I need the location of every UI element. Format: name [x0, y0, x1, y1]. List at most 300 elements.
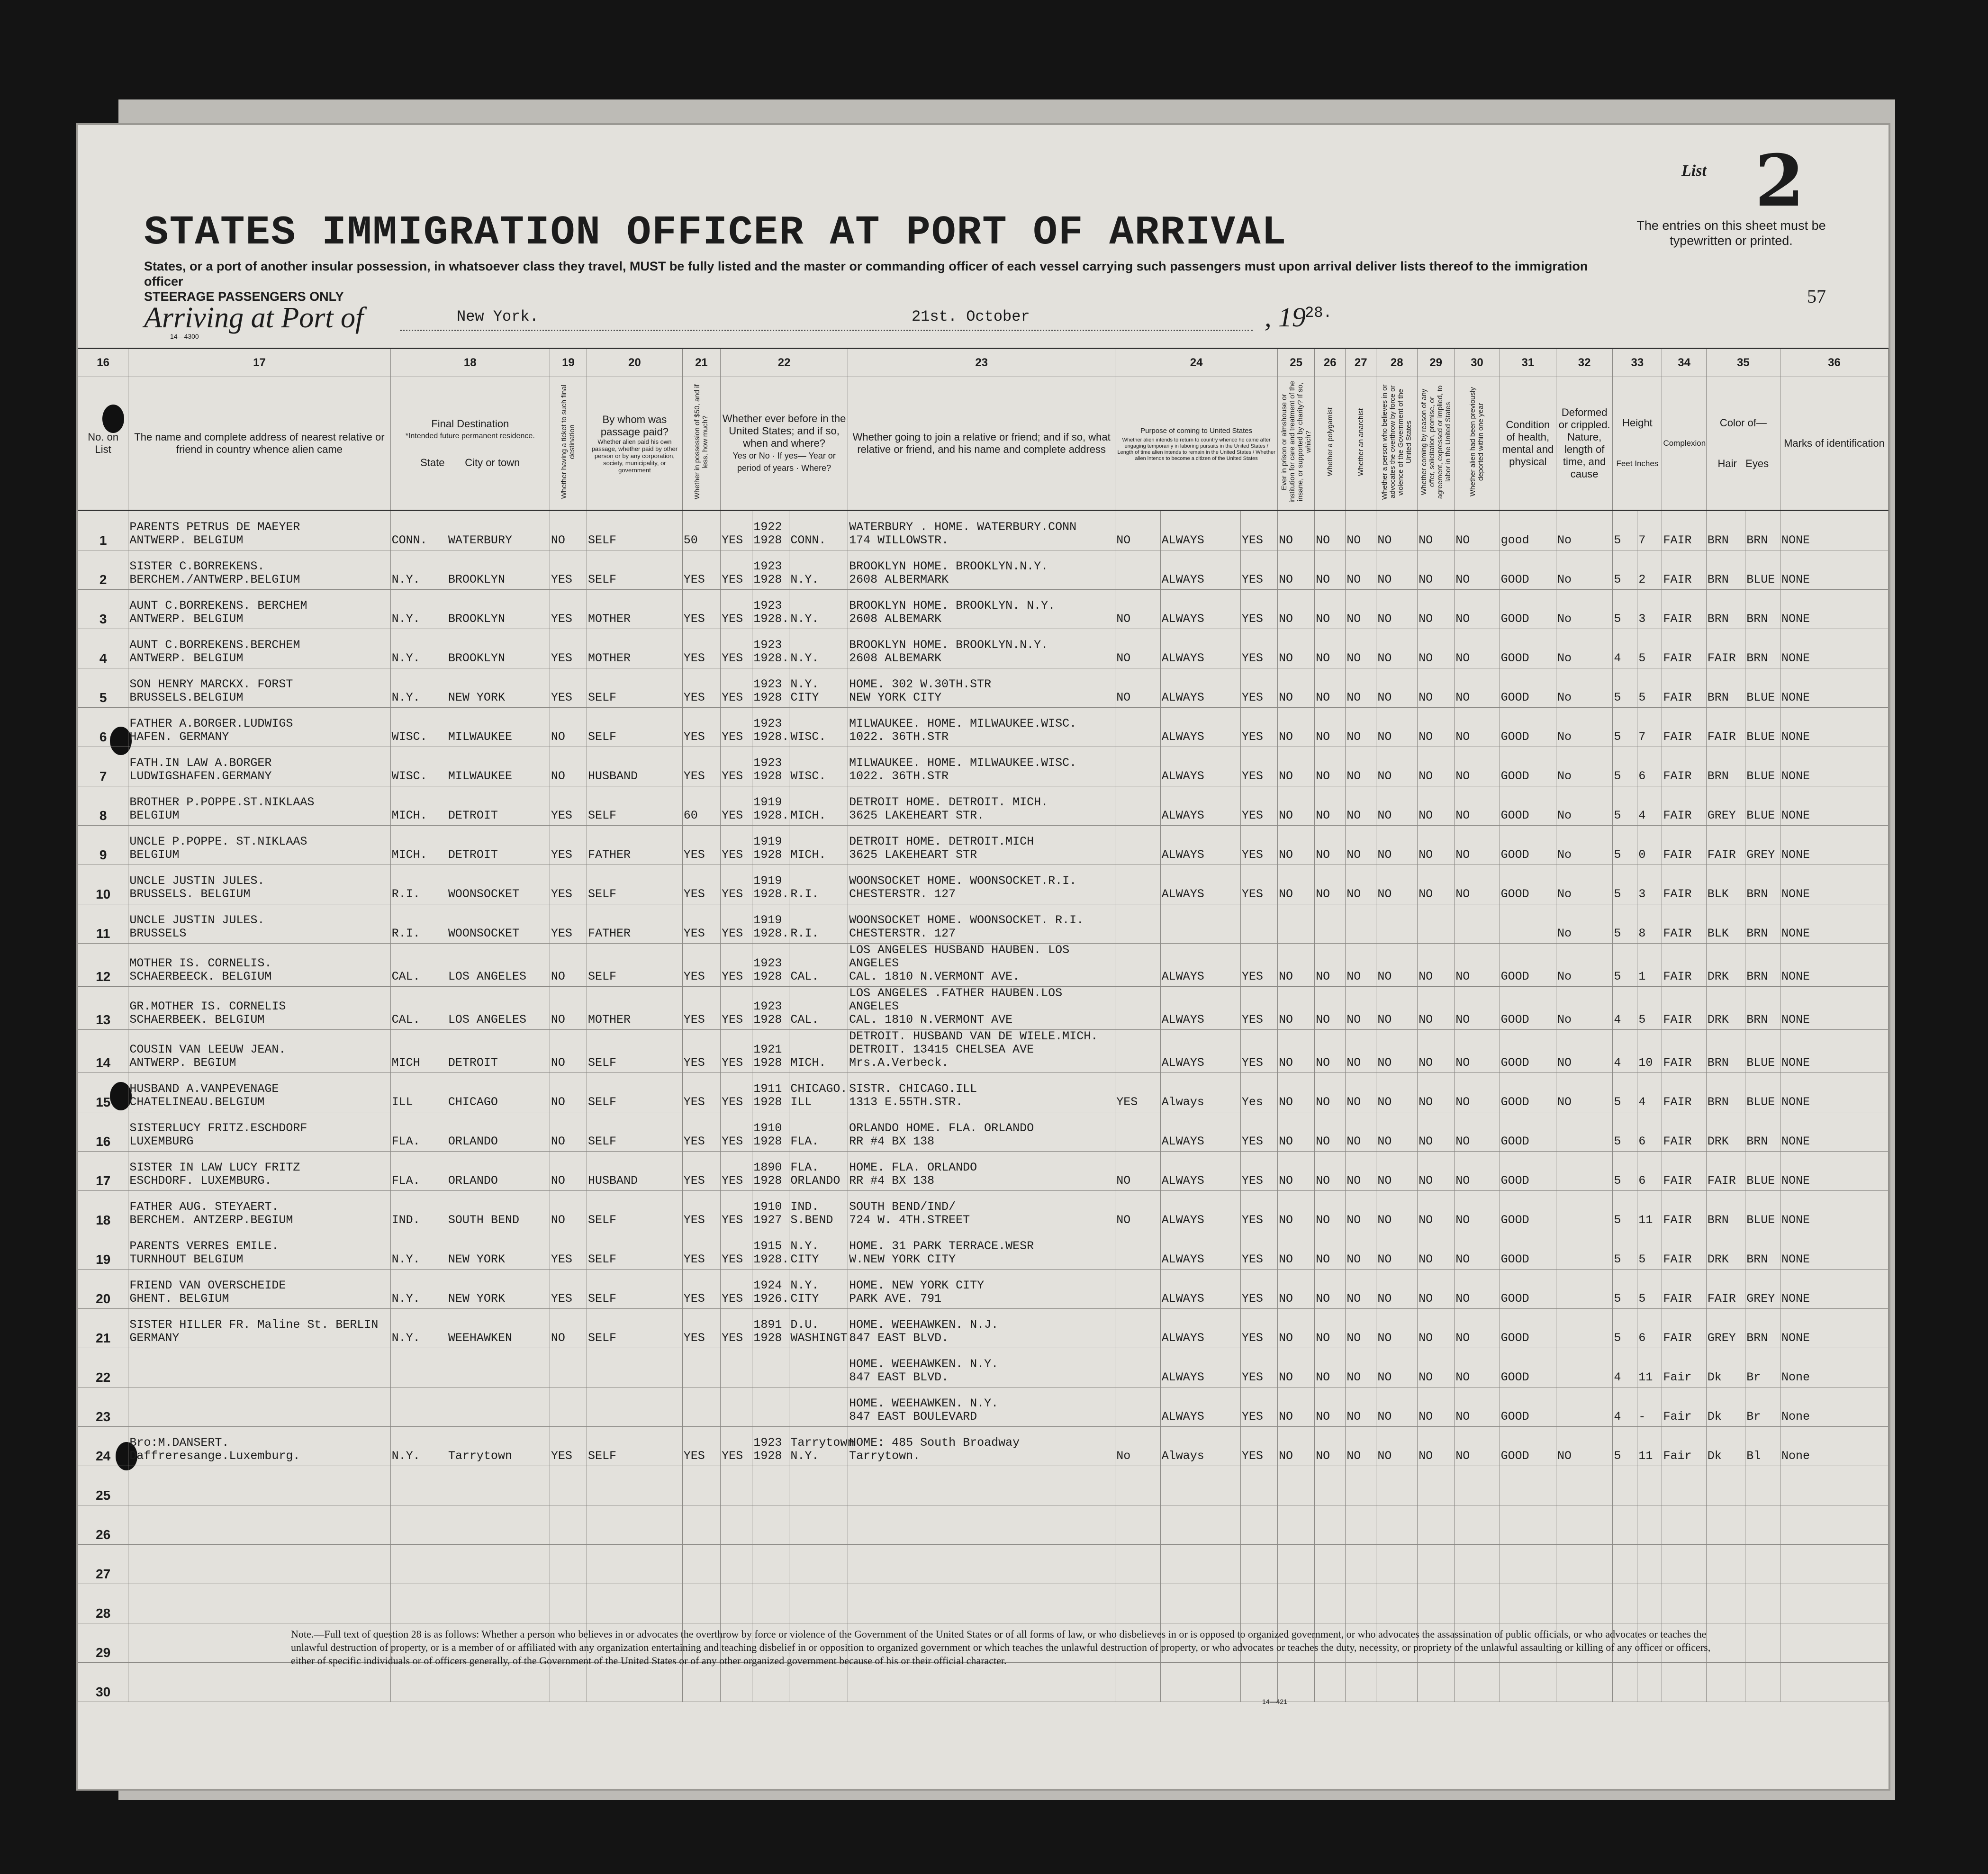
intends-citizen: YES [1240, 590, 1277, 629]
anarchist-answer [1346, 1663, 1376, 1702]
joining-relative [848, 1466, 1115, 1505]
passage-paid-by [587, 1505, 683, 1545]
returning [1115, 865, 1160, 904]
q28-answer: NO [1376, 629, 1418, 668]
col-number: 19 [550, 349, 587, 377]
hair-color: FAIR [1706, 1152, 1745, 1191]
passage-paid-by: SELF [587, 668, 683, 708]
dest-city: WEEHAWKEN [447, 1309, 550, 1348]
prison-answer: NO [1278, 987, 1315, 1030]
returning [1115, 1270, 1160, 1309]
intends-citizen: YES [1240, 1270, 1277, 1309]
header-health: Condition of health, mental and physical [1500, 377, 1556, 511]
relative-address-line: TURNHOUT BELGIUM [129, 1252, 244, 1266]
health-condition: GOOD [1500, 1191, 1556, 1230]
col-number: 20 [587, 349, 683, 377]
relative-address-line: LUDWIGSHAFEN.GERMANY [129, 769, 272, 783]
identification-marks: None [1780, 1348, 1888, 1387]
relative-address [128, 1663, 390, 1702]
relative-address-line: GHENT. BELGIUM [129, 1292, 229, 1306]
previous-years: 1923 1928 [752, 550, 789, 590]
previously-in-us: YES [721, 944, 752, 987]
row-number: 7 [78, 747, 128, 786]
joining-relative-line: HOME. FLA. ORLANDO [849, 1161, 977, 1174]
q28-answer [1376, 904, 1418, 944]
length-of-stay: ALWAYS [1160, 1387, 1240, 1427]
has-ticket: YES [550, 1230, 587, 1270]
complexion-value: FAIR [1662, 1230, 1706, 1270]
polygamist-answer: NO [1315, 987, 1346, 1030]
length-of-stay: ALWAYS [1160, 511, 1240, 550]
returning [1115, 987, 1160, 1030]
deported-answer [1455, 904, 1500, 944]
anarchist-answer [1346, 1584, 1376, 1623]
height-feet: 4 [1613, 1030, 1637, 1073]
height-inches [1637, 1663, 1662, 1702]
complexion-value: FAIR [1662, 747, 1706, 786]
length-of-stay: ALWAYS [1160, 590, 1240, 629]
header-money [682, 377, 720, 511]
table-row [78, 826, 1889, 865]
q28-label: Whether a person who believes in or advocates the overthrow by force or violence of the Government of the United States [1381, 384, 1413, 500]
identification-marks: NONE [1780, 1112, 1888, 1152]
table-row [78, 987, 1889, 1030]
purpose-subheads: Whether alien intends to return to country whence he came after engaging temporarily in laboring pursuits in the United States / Length of time alien intends to remain in the United States / Whether alien intends to become a citizen of the United States [1117, 437, 1275, 461]
previous-years: 1919 1928. [752, 865, 789, 904]
money-amount: YES [682, 865, 720, 904]
deformed-answer: NO [1556, 1427, 1612, 1466]
question-28-footnote: Note.—Full text of question 28 is as follows: Whether a person who believes in or advocates the overthrow by force or violence of the Government of the United States or of all forms of law, or who disbelieves in or is opposed to organized government, or who advocates the assassination of public officials, or who advocates or teaches the unlawful destruction of property, or is a member of or affiliated with any organization entertaining and teaching disbelief in or opposition to organized government or which teaches the unlawful destruction of property, or who advocates or teaches the duty, necessity, or propriety of the unlawful assaulting or killing of any officer or officers, either of specific individuals or of officers generally, of the Government of the United States or of any other organized government because of his or their official character. [291, 1628, 1711, 1667]
money-amount [682, 1466, 720, 1505]
passage-paid-by: HUSBAND [587, 1152, 683, 1191]
prison-answer: NO [1278, 668, 1315, 708]
previously-in-us: YES [721, 865, 752, 904]
height-inches: 4 [1637, 1073, 1662, 1112]
polygamist-answer [1315, 1545, 1346, 1584]
row-number: 5 [78, 668, 128, 708]
relative-address-line: UNCLE JUSTIN JULES. [129, 913, 265, 927]
length-of-stay [1160, 1545, 1240, 1584]
money-amount [682, 1348, 720, 1387]
dest-city: NEW YORK [447, 668, 550, 708]
row-number: 27 [78, 1545, 128, 1584]
previous-where: CONN. [789, 511, 848, 550]
returning [1115, 1584, 1160, 1623]
money-amount: YES [682, 550, 720, 590]
previously-in-us: YES [721, 826, 752, 865]
height-feet: 5 [1613, 865, 1637, 904]
complexion-value [1662, 1545, 1706, 1584]
returning: NO [1115, 668, 1160, 708]
length-of-stay: ALWAYS [1160, 826, 1240, 865]
polygamist-answer [1315, 904, 1346, 944]
money-amount: YES [682, 1427, 720, 1466]
date-value: 21st. October [912, 308, 1030, 325]
intends-citizen: YES [1240, 708, 1277, 747]
health-condition: GOOD [1500, 1030, 1556, 1073]
relative-address-line: FATH.IN LAW A.BORGER [129, 756, 272, 770]
dest-state: CONN. [390, 511, 447, 550]
joining-relative [848, 1348, 1115, 1387]
passage-paid-by [587, 1387, 683, 1427]
money-amount: YES [682, 987, 720, 1030]
prison-answer: NO [1278, 1427, 1315, 1466]
deported-answer [1455, 1466, 1500, 1505]
row-number: 30 [78, 1663, 128, 1702]
identification-marks: NONE [1780, 668, 1888, 708]
height-feet [1613, 1663, 1637, 1702]
health-condition: GOOD [1500, 550, 1556, 590]
joining-relative-line: PARK AVE. 791 [849, 1292, 942, 1306]
dest-state: MICH [390, 1030, 447, 1073]
page-subtitle [144, 259, 1622, 304]
relative-address-line: FATHER A.BORGER.LUDWIGS [129, 717, 293, 730]
hair-color: BRN [1706, 590, 1745, 629]
polygamist-answer: NO [1315, 668, 1346, 708]
previously-in-us: YES [721, 1309, 752, 1348]
eye-color: BLUE [1745, 550, 1780, 590]
deformed-answer [1556, 1152, 1612, 1191]
dest-city: NEW YORK [447, 1270, 550, 1309]
polygamist-answer: NO [1315, 1270, 1346, 1309]
eye-color [1745, 1623, 1780, 1663]
health-condition: GOOD [1500, 786, 1556, 826]
length-of-stay: ALWAYS [1160, 1309, 1240, 1348]
passage-paid-by: SELF [587, 1230, 683, 1270]
relative-address [128, 904, 390, 944]
deformed-answer [1556, 1663, 1612, 1702]
joining-relative [848, 1309, 1115, 1348]
height-feet: 5 [1613, 944, 1637, 987]
previous-years: 1923 1928. [752, 629, 789, 668]
relative-address-line: ESCHDORF. LUXEMBURG. [129, 1174, 272, 1188]
col-number: 36 [1780, 349, 1888, 377]
joining-relative [848, 668, 1115, 708]
has-ticket: YES [550, 668, 587, 708]
q28-answer: NO [1376, 1387, 1418, 1427]
row-number: 1 [78, 511, 128, 550]
health-condition [1500, 904, 1556, 944]
dest-city: CHICAGO [447, 1073, 550, 1112]
polygamist-answer: NO [1315, 826, 1346, 865]
complexion-value: FAIR [1662, 944, 1706, 987]
health-condition: GOOD [1500, 708, 1556, 747]
anarchist-answer: NO [1346, 826, 1376, 865]
previously-in-us [721, 1466, 752, 1505]
hair-color: BLK [1706, 904, 1745, 944]
joining-relative [848, 708, 1115, 747]
header-passage-paid [587, 377, 683, 511]
height-inches: 3 [1637, 865, 1662, 904]
height-feet [1613, 1545, 1637, 1584]
height-inches: 5 [1637, 987, 1662, 1030]
relative-address-line: SISTER IN LAW LUCY FRITZ [129, 1161, 300, 1174]
labor-offer-answer [1418, 904, 1455, 944]
dest-state: FLA. [390, 1112, 447, 1152]
identification-marks: NONE [1780, 629, 1888, 668]
anarchist-answer: NO [1346, 1152, 1376, 1191]
joining-relative-line: 1022. 36TH.STR [849, 730, 949, 744]
dest-city [447, 1663, 550, 1702]
height-inches: 5 [1637, 1270, 1662, 1309]
table-row [78, 1545, 1889, 1584]
health-condition: GOOD [1500, 1387, 1556, 1427]
polygamist-answer: NO [1315, 747, 1346, 786]
relative-address [128, 1270, 390, 1309]
height-feet: 5 [1613, 1112, 1637, 1152]
money-label: Whether in possession of $50, and if less, how much? [693, 384, 710, 500]
complexion-value: FAIR [1662, 1191, 1706, 1230]
row-number: 4 [78, 629, 128, 668]
dest-state: N.Y. [390, 590, 447, 629]
has-ticket [550, 1387, 587, 1427]
joining-relative-line: SOUTH BEND/IND/ [849, 1200, 956, 1214]
table-row [78, 1152, 1889, 1191]
eye-color: BLUE [1745, 1152, 1780, 1191]
previously-in-us: YES [721, 747, 752, 786]
joining-relative [848, 511, 1115, 550]
header-prison [1278, 377, 1315, 511]
complexion-value: FAIR [1662, 550, 1706, 590]
hair-color: DRK [1706, 1112, 1745, 1152]
relative-address-line: BRUSSELS.BELGIUM [129, 691, 244, 704]
joining-relative-line: 847 EAST BOULEVARD [849, 1410, 977, 1424]
joining-relative [848, 1545, 1115, 1584]
height-feet: 4 [1613, 987, 1637, 1030]
has-ticket: NO [550, 1073, 587, 1112]
table-row [78, 1387, 1889, 1427]
previous-years: 1923 1928 [752, 1427, 789, 1466]
row-number: 15 [78, 1073, 128, 1112]
length-of-stay [1160, 1663, 1240, 1702]
q28-answer [1376, 1545, 1418, 1584]
hair-color: DRK [1706, 944, 1745, 987]
complexion-value: FAIR [1662, 708, 1706, 747]
table-row [78, 629, 1889, 668]
joining-relative-line: CAL. 1810 N.VERMONT AVE [849, 1013, 1013, 1027]
polygamist-answer: NO [1315, 1348, 1346, 1387]
relative-address-line: COUSIN VAN LEEUW JEAN. [129, 1043, 286, 1056]
intends-citizen: YES [1240, 550, 1277, 590]
relative-address-line: ANTWERP. BELGIUM [129, 533, 244, 547]
prison-label: Ever in prison or almshouse or institution for care and treatment of the insane, or supported by charity? If so, which? [1280, 381, 1312, 503]
row-number: 24 [78, 1427, 128, 1466]
anarchist-answer: NO [1346, 708, 1376, 747]
height-feet: 5 [1613, 1152, 1637, 1191]
dest-city [447, 1387, 550, 1427]
relative-address [128, 1505, 390, 1545]
relative-address-line: SON HENRY MARCKX. FORST [129, 677, 293, 691]
length-of-stay: ALWAYS [1160, 708, 1240, 747]
complexion-value: FAIR [1662, 511, 1706, 550]
identification-marks [1780, 1663, 1888, 1702]
prison-answer: NO [1278, 865, 1315, 904]
hair-color: BRN [1706, 1030, 1745, 1073]
previous-where: CHICAGO. ILL [789, 1073, 848, 1112]
labor-offer-answer: NO [1418, 865, 1455, 904]
row-number: 19 [78, 1230, 128, 1270]
deformed-answer [1556, 1270, 1612, 1309]
height-inches: 1 [1637, 944, 1662, 987]
relative-address-line: LUXEMBURG [129, 1135, 194, 1148]
has-ticket [550, 1545, 587, 1584]
header-final-destination [390, 377, 550, 511]
height-inches [1637, 1505, 1662, 1545]
q28-answer: NO [1376, 1270, 1418, 1309]
header-deported [1455, 377, 1500, 511]
previous-years: 1891 1928 [752, 1309, 789, 1348]
relative-address [128, 987, 390, 1030]
table-row [78, 708, 1889, 747]
deformed-answer: No [1556, 747, 1612, 786]
q28-answer: NO [1376, 1348, 1418, 1387]
prison-answer: NO [1278, 708, 1315, 747]
money-amount: YES [682, 944, 720, 987]
relative-address-line: SISTER C.BORREKENS. [129, 559, 265, 573]
previously-in-us: YES [721, 1270, 752, 1309]
labor-offer-answer: NO [1418, 1030, 1455, 1073]
footnote-form-code: 14—421 [1262, 1698, 1287, 1705]
identification-marks: NONE [1780, 590, 1888, 629]
joining-relative-line: MILWAUKEE. HOME. MILWAUKEE.WISC. [849, 717, 1077, 730]
identification-marks [1780, 1545, 1888, 1584]
relative-address-line: CHATELINEAU.BELGIUM [129, 1095, 265, 1109]
deformed-answer: No [1556, 786, 1612, 826]
relative-address-line: HAFEN. GERMANY [129, 730, 229, 744]
length-of-stay: ALWAYS [1160, 786, 1240, 826]
relative-address [128, 1427, 390, 1466]
dest-city: LOS ANGELES [447, 987, 550, 1030]
deported-answer: NO [1455, 1191, 1500, 1230]
length-of-stay: ALWAYS [1160, 865, 1240, 904]
header-q28 [1376, 377, 1418, 511]
city-subhead: City or town [465, 457, 520, 468]
previously-in-us [721, 1663, 752, 1702]
has-ticket: NO [550, 708, 587, 747]
anarchist-answer: NO [1346, 1112, 1376, 1152]
dest-state: WISC. [390, 708, 447, 747]
joining-relative [848, 1073, 1115, 1112]
row-number: 22 [78, 1348, 128, 1387]
height-subheads [1614, 458, 1661, 470]
anarchist-answer: NO [1346, 747, 1376, 786]
height-inches: 5 [1637, 668, 1662, 708]
labor-offer-answer [1418, 1545, 1455, 1584]
header-ticket [550, 377, 587, 511]
complexion-value: FAIR [1662, 1112, 1706, 1152]
joining-relative [848, 747, 1115, 786]
relative-address [128, 629, 390, 668]
money-amount: YES [682, 1152, 720, 1191]
hair-color: BRN [1706, 511, 1745, 550]
labor-offer-answer: NO [1418, 1073, 1455, 1112]
previous-where: CAL. [789, 987, 848, 1030]
has-ticket: YES [550, 826, 587, 865]
identification-marks: NONE [1780, 865, 1888, 904]
prison-answer: NO [1278, 747, 1315, 786]
col-number: 35 [1706, 349, 1780, 377]
health-condition: good [1500, 511, 1556, 550]
eye-color: BLUE [1745, 1191, 1780, 1230]
joining-relative-line: HOME. NEW YORK CITY [849, 1279, 985, 1292]
joining-relative [848, 629, 1115, 668]
joining-relative-line: WATERBURY . HOME. WATERBURY.CONN [849, 520, 1077, 534]
length-of-stay: ALWAYS [1160, 1030, 1240, 1073]
has-ticket: NO [550, 944, 587, 987]
prison-answer: NO [1278, 1073, 1315, 1112]
height-inches: 3 [1637, 590, 1662, 629]
hair-color: FAIR [1706, 629, 1745, 668]
joining-relative [848, 1387, 1115, 1427]
previous-where: N.Y. CITY [789, 1230, 848, 1270]
joining-relative-line: RR #4 BX 138 [849, 1174, 935, 1188]
returning [1115, 1030, 1160, 1073]
row-number: 18 [78, 1191, 128, 1230]
header-height [1613, 377, 1662, 511]
eye-color: Bl [1745, 1427, 1780, 1466]
years-subhead: Year or period of years [737, 451, 836, 473]
deformed-answer [1556, 1387, 1612, 1427]
table-row [78, 1663, 1889, 1702]
complexion-value [1662, 1584, 1706, 1623]
hair-color: FAIR [1706, 708, 1745, 747]
previous-where: N.Y. CITY [789, 1270, 848, 1309]
deported-answer: NO [1455, 1387, 1500, 1427]
prison-answer: NO [1278, 826, 1315, 865]
labor-offer-answer: NO [1418, 826, 1455, 865]
table-row [78, 1505, 1889, 1545]
manifest-sheet [76, 123, 1890, 1791]
dest-city: WATERBURY [447, 511, 550, 550]
relative-address-line: Bro:M.DANSERT. [129, 1436, 229, 1450]
previously-in-us: YES [721, 550, 752, 590]
feet-subhead: Feet [1616, 459, 1633, 468]
table-row [78, 747, 1889, 786]
deported-answer [1455, 1663, 1500, 1702]
complexion-value: FAIR [1662, 786, 1706, 826]
q28-answer: NO [1376, 511, 1418, 550]
dest-city: MILWAUKEE [447, 747, 550, 786]
health-condition: GOOD [1500, 1112, 1556, 1152]
polygamist-answer: NO [1315, 511, 1346, 550]
table-row [78, 1073, 1889, 1112]
dest-state: MICH. [390, 786, 447, 826]
returning: No [1115, 1427, 1160, 1466]
intends-citizen: YES [1240, 747, 1277, 786]
joining-relative-line: WOONSOCKET HOME. WOONSOCKET. R.I. [849, 913, 1084, 927]
health-condition: GOOD [1500, 944, 1556, 987]
labor-offer-answer: NO [1418, 987, 1455, 1030]
dest-state: R.I. [390, 865, 447, 904]
header-no-on-list: No. on List [78, 377, 128, 511]
identification-marks [1780, 1466, 1888, 1505]
previous-years: 1921 1928 [752, 1030, 789, 1073]
complexion-value: FAIR [1662, 1152, 1706, 1191]
dest-city [447, 1505, 550, 1545]
list-label: List [1681, 162, 1707, 180]
dest-state: ILL [390, 1073, 447, 1112]
previous-years: 1919 1928 [752, 826, 789, 865]
has-ticket: YES [550, 590, 587, 629]
relative-address-line: BERCHEM./ANTWERP.BELGIUM [129, 573, 300, 586]
q28-answer: NO [1376, 944, 1418, 987]
polygamist-answer: NO [1315, 1030, 1346, 1073]
height-inches: 10 [1637, 1030, 1662, 1073]
length-of-stay [1160, 1584, 1240, 1623]
previously-in-us: YES [721, 708, 752, 747]
passage-paid-by: FATHER [587, 826, 683, 865]
returning [1115, 1387, 1160, 1427]
